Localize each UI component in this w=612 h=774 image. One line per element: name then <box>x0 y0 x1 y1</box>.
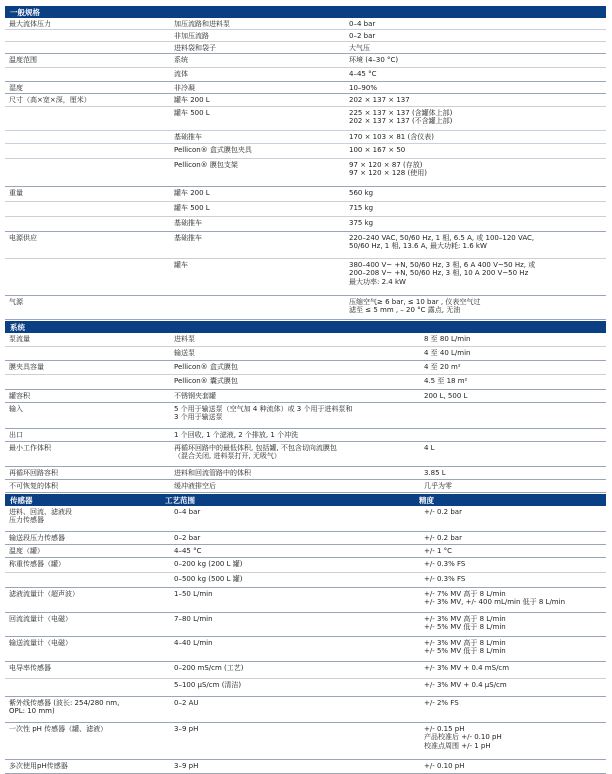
spec-label <box>5 662 170 678</box>
spec-condition <box>170 403 420 428</box>
spec-row <box>5 94 606 107</box>
spec-value <box>420 480 606 492</box>
spec-label <box>5 588 170 612</box>
label-line: 最大流体压力 <box>9 19 51 28</box>
spec-row <box>5 613 606 637</box>
spec-label <box>5 506 170 531</box>
label-line: 泵流量 <box>9 334 30 343</box>
spec-value <box>345 18 606 29</box>
value-line: 4–45 °C <box>349 69 377 78</box>
value-line: 170 × 103 × 81 (含仪表) <box>349 132 434 141</box>
label-line: 最小工作体积 <box>9 443 51 452</box>
spec-value <box>345 202 606 216</box>
spec-row <box>5 361 606 375</box>
spec-value <box>345 159 606 186</box>
value-line: +/- 3% MV + 0.4 µS/cm <box>424 680 507 689</box>
spec-condition <box>170 30 345 41</box>
spec-row <box>5 429 606 442</box>
value-line: 225 × 137 × 137 (含罐体上部) <box>349 108 453 117</box>
spec-label <box>5 259 170 295</box>
spec-label <box>5 375 170 389</box>
spec-row <box>5 82 606 94</box>
spec-label <box>5 429 170 441</box>
spec-row <box>5 259 606 296</box>
value-line: 最大功率: 2.4 kW <box>349 277 406 286</box>
value-line: 4 L <box>424 443 435 452</box>
spec-label <box>5 42 170 53</box>
spec-row <box>5 202 606 217</box>
spec-condition <box>170 361 420 374</box>
value-line: +/- 3% MV, +/- 400 mL/min 低于 8 L/min <box>424 598 566 607</box>
condition-line: 罐车 500 L <box>174 108 210 117</box>
spec-label <box>5 532 170 544</box>
label-line: 气源 <box>9 297 23 306</box>
spec-row <box>5 131 606 144</box>
label-line: 一次性 pH 传感器（罐、滤液） <box>9 724 108 733</box>
spec-condition <box>170 679 420 696</box>
value-line: 100 × 167 × 50 <box>349 145 406 154</box>
condition-line: 缓冲液排空后 <box>174 481 216 490</box>
spec-row <box>5 697 606 723</box>
spec-condition <box>170 107 345 130</box>
spec-value <box>420 390 606 402</box>
condition-line: 7–80 L/min <box>174 614 213 623</box>
spec-row <box>5 573 606 588</box>
spec-row <box>5 662 606 679</box>
spec-label <box>5 107 170 130</box>
spec-condition <box>170 613 420 636</box>
condition-line: 3 个用于输送泵 <box>174 413 223 422</box>
value-line: 200–208 V~ +N, 50/60 Hz, 3 相, 10 A 200 V~50 Hz <box>349 269 529 278</box>
spec-condition <box>170 662 420 678</box>
spec-label <box>5 232 170 258</box>
spec-condition <box>170 375 420 389</box>
value-line: +/- 0.3% FS <box>424 559 466 568</box>
spec-row <box>5 187 606 202</box>
spec-row <box>5 296 606 320</box>
spec-row <box>5 467 606 480</box>
spec-row <box>5 558 606 573</box>
spec-value <box>345 232 606 258</box>
condition-line: 再循环回路中的最低体积, 包括罐, 不包含切向流膜包 <box>174 443 337 452</box>
condition-line: 基础推车 <box>174 218 202 227</box>
spec-value <box>345 68 606 81</box>
spec-label <box>5 390 170 402</box>
spec-condition <box>170 588 420 612</box>
condition-line: 4–45 °C <box>174 546 202 555</box>
spec-condition <box>170 697 420 722</box>
spec-row <box>5 217 606 232</box>
condition-line: Pellicon® 盒式膜包夹具 <box>174 145 252 154</box>
spec-label <box>5 361 170 374</box>
spec-condition <box>170 18 345 29</box>
spec-row <box>5 506 606 532</box>
label-line: 紫外线传感器 (波长: 254/280 nm, <box>9 698 120 707</box>
value-line: 3.85 L <box>424 468 446 477</box>
spec-row <box>5 679 606 697</box>
spec-value <box>345 107 606 130</box>
spec-label <box>5 202 170 216</box>
label-line: 出口 <box>9 430 23 439</box>
spec-value <box>420 679 606 696</box>
condition-line: 0–2 bar <box>174 533 201 542</box>
label-line: 尺寸（高×宽×深，厘米） <box>9 95 91 104</box>
spec-label <box>5 30 170 41</box>
spec-value <box>420 442 606 466</box>
spec-label <box>5 159 170 186</box>
spec-row <box>5 347 606 361</box>
spec-value <box>420 697 606 722</box>
spec-label <box>5 558 170 572</box>
spec-value <box>345 296 606 319</box>
spec-value <box>420 467 606 479</box>
spec-value <box>345 131 606 143</box>
condition-line: 基础推车 <box>174 132 202 141</box>
spec-row <box>5 18 606 30</box>
value-line: +/- 0.2 bar <box>424 507 462 516</box>
value-line: 220–240 VAC, 50/60 Hz, 1 相, 6.5 A, 或 100–120 VAC, <box>349 233 535 242</box>
condition-line: 1–50 L/min <box>174 589 213 598</box>
spec-row <box>5 442 606 467</box>
value-line: 压缩空气≥ 6 bar, ≤ 10 bar , 仪表空气过 <box>349 297 481 306</box>
spec-label <box>5 18 170 29</box>
spec-label <box>5 467 170 479</box>
condition-line: 不锈钢夹套罐 <box>174 391 216 400</box>
spec-value <box>345 187 606 201</box>
condition-line: 罐车 200 L <box>174 95 210 104</box>
label-line: 罐容积 <box>9 391 30 400</box>
spec-row <box>5 723 606 760</box>
spec-row <box>5 375 606 390</box>
condition-line: 基础推车 <box>174 233 202 242</box>
spec-condition <box>170 68 345 81</box>
value-line: +/- 0.2 bar <box>424 533 462 542</box>
spec-value <box>345 30 606 41</box>
label-line: 不可恢复的体积 <box>9 481 58 490</box>
spec-row <box>5 144 606 159</box>
spec-condition <box>170 82 345 93</box>
spec-condition <box>170 573 420 587</box>
value-line: 4 至 20 m² <box>424 362 461 371</box>
condition-line: 4–40 L/min <box>174 638 213 647</box>
section-title: 传感器 <box>10 495 33 505</box>
spec-label <box>5 480 170 492</box>
spec-condition <box>170 467 420 479</box>
spec-label <box>5 545 170 557</box>
spec-value <box>345 217 606 231</box>
condition-line: 加压流路和进料泵 <box>174 19 230 28</box>
spec-condition <box>170 42 345 53</box>
condition-line: Pellicon® 囊式膜包 <box>174 376 238 385</box>
spec-label <box>5 54 170 67</box>
label-line: OPL: 10 mm) <box>9 707 55 716</box>
spec-label <box>5 347 170 360</box>
value-line: 202 × 137 × 137 (不含罐上部) <box>349 117 453 126</box>
spec-value <box>345 144 606 158</box>
spec-label <box>5 403 170 428</box>
label-line: 压力传感器 <box>9 516 44 525</box>
label-line: 输送段压力传感器 <box>9 533 65 542</box>
spec-row <box>5 637 606 662</box>
spec-condition <box>170 442 420 466</box>
value-line: +/- 5% MV 低于 8 L/min <box>424 623 506 632</box>
spec-label <box>5 723 170 759</box>
spec-row <box>5 30 606 42</box>
spec-condition <box>170 480 420 492</box>
value-line: 202 × 137 × 137 <box>349 95 410 104</box>
spec-label <box>5 333 170 346</box>
value-line: +/- 0.3% FS <box>424 574 466 583</box>
value-line: 4.5 至 18 m² <box>424 376 468 385</box>
spec-row <box>5 159 606 187</box>
spec-label <box>5 82 170 93</box>
spec-label <box>5 679 170 696</box>
condition-line: （混合关闭, 进料泵打开, 无吸气） <box>174 452 281 461</box>
spec-label <box>5 697 170 722</box>
label-line: 温度范围 <box>9 55 37 64</box>
label-line: 称重传感器（罐） <box>9 559 65 568</box>
spec-value <box>345 42 606 53</box>
condition-line: 0–200 kg (200 L 罐) <box>174 559 243 568</box>
spec-label <box>5 573 170 587</box>
spec-value <box>345 54 606 67</box>
section-title: 一般规格 <box>10 7 40 17</box>
value-line: +/- 3% MV + 0.4 mS/cm <box>424 663 510 672</box>
spec-condition <box>170 232 345 258</box>
value-line: 环境 (4–30 °C) <box>349 55 399 64</box>
condition-line: 0–500 kg (500 L 罐) <box>174 574 243 583</box>
condition-line: 非冷凝 <box>174 83 195 92</box>
value-line: +/- 7% MV 高于 8 L/min <box>424 589 506 598</box>
spec-value <box>345 82 606 93</box>
spec-row <box>5 588 606 613</box>
spec-value <box>420 361 606 374</box>
condition-line: 3–9 pH <box>174 724 199 733</box>
condition-line: 0–200 mS/cm (工艺) <box>174 663 244 672</box>
value-line: 滤至 ≤ 5 mm , – 20 °C 露点, 无油 <box>349 306 461 315</box>
label-line: 重量 <box>9 188 23 197</box>
spec-label <box>5 68 170 81</box>
spec-row <box>5 54 606 68</box>
label-line: 电源供应 <box>9 233 37 242</box>
spec-label <box>5 131 170 143</box>
condition-line: 0–2 AU <box>174 698 199 707</box>
spec-label <box>5 296 170 319</box>
value-line: +/- 5% MV 低于 8 L/min <box>424 647 506 656</box>
spec-condition <box>170 217 345 231</box>
condition-line: 非加压流路 <box>174 31 209 40</box>
spec-value <box>420 613 606 636</box>
spec-condition <box>170 347 420 360</box>
condition-line: 进料泵 <box>174 334 195 343</box>
spec-row <box>5 545 606 558</box>
spec-value <box>420 545 606 557</box>
spec-condition <box>170 637 420 661</box>
condition-line: 5–100 µS/cm (清洁) <box>174 680 242 689</box>
spec-condition <box>170 558 420 572</box>
condition-line: 0–4 bar <box>174 507 201 516</box>
value-line: 50/60 Hz, 1 相, 13.6 A, 最大功耗: 1.6 kW <box>349 242 487 251</box>
spec-row <box>5 42 606 54</box>
spec-value <box>420 333 606 346</box>
spec-value <box>420 662 606 678</box>
value-line: 产品校准后 +/- 0.10 pH <box>424 733 502 742</box>
label-line: 回流流量计（电磁） <box>9 614 72 623</box>
label-line: 湿度 <box>9 83 23 92</box>
spec-value <box>420 403 606 428</box>
spec-label <box>5 187 170 201</box>
spec-value <box>420 588 606 612</box>
value-line: +/- 3% MV 高于 8 L/min <box>424 614 506 623</box>
condition-line: 进料袋和袋子 <box>174 43 216 52</box>
value-line: 大气压 <box>349 43 370 52</box>
spec-condition <box>170 131 345 143</box>
label-line: 电导率传感器 <box>9 663 51 672</box>
condition-line: 系统 <box>174 55 188 64</box>
spec-condition <box>170 429 420 441</box>
value-line: 4 至 40 L/min <box>424 348 471 357</box>
spec-condition <box>170 333 420 346</box>
condition-line: 输送泵 <box>174 348 195 357</box>
spec-value <box>420 347 606 360</box>
spec-value <box>420 429 606 441</box>
value-line: 200 L, 500 L <box>424 391 468 400</box>
label-line: 滤液流量计（超声波） <box>9 589 79 598</box>
spec-value <box>420 760 606 773</box>
spec-condition <box>170 506 420 531</box>
value-line: 几乎为零 <box>424 481 452 490</box>
condition-line: 1 个回收, 1 个滤液, 2 个排放, 1 个冲洗 <box>174 430 299 439</box>
value-line: 715 kg <box>349 203 374 212</box>
spec-condition <box>170 94 345 106</box>
section-header-sensors <box>5 494 606 506</box>
spec-label <box>5 760 170 773</box>
spec-label <box>5 144 170 158</box>
spec-value <box>420 637 606 661</box>
spec-condition <box>170 159 345 186</box>
spec-condition <box>170 144 345 158</box>
condition-line: Pellicon® 膜包支架 <box>174 160 238 169</box>
spec-condition <box>170 532 420 544</box>
value-line: 97 × 120 × 87 (存放) <box>349 160 423 169</box>
spec-value <box>420 558 606 572</box>
value-line: 380–400 V~ +N, 50/60 Hz, 3 相, 6 A 400 V~50 Hz, 或 <box>349 260 536 269</box>
value-line: 0–2 bar <box>349 31 376 40</box>
spec-label <box>5 94 170 106</box>
spec-row <box>5 480 606 493</box>
spec-value <box>420 375 606 389</box>
label-line: 膜夹具容量 <box>9 362 44 371</box>
spec-condition <box>170 545 420 557</box>
condition-line: 流体 <box>174 69 188 78</box>
spec-row <box>5 107 606 131</box>
label-line: 输入 <box>9 404 23 413</box>
spec-row <box>5 390 606 403</box>
section-title: 系统 <box>10 322 25 332</box>
value-line: 375 kg <box>349 218 374 227</box>
spec-condition <box>170 760 420 773</box>
spec-condition <box>170 187 345 201</box>
value-line: 0–4 bar <box>349 19 376 28</box>
value-line: +/- 1 °C <box>424 546 453 555</box>
spec-condition <box>170 202 345 216</box>
spec-row <box>5 403 606 429</box>
condition-line: 5 个用于输送泵（空气加 4 种流体）或 3 个用于进料泵和 <box>174 404 353 413</box>
condition-line: 罐车 <box>174 260 188 269</box>
spec-row <box>5 760 606 774</box>
spec-condition <box>170 723 420 759</box>
spec-table <box>5 6 606 774</box>
spec-row <box>5 68 606 82</box>
spec-value <box>420 506 606 531</box>
spec-condition <box>170 54 345 67</box>
spec-row <box>5 333 606 347</box>
label-line: 多次使用pH传感器 <box>9 761 68 770</box>
label-line: 进料、回流、滤液段 <box>9 507 72 516</box>
spec-value <box>420 532 606 544</box>
condition-line: 罐车 200 L <box>174 188 210 197</box>
section-header-system <box>5 321 606 333</box>
spec-row <box>5 532 606 545</box>
condition-line: 3–9 pH <box>174 761 199 770</box>
section-header-general <box>5 6 606 18</box>
value-line: +/- 2% FS <box>424 698 459 707</box>
label-line: 再循环回路容积 <box>9 468 58 477</box>
value-line: 97 × 120 × 128 (使用) <box>349 169 427 178</box>
spec-label <box>5 613 170 636</box>
value-line: +/- 0.10 pH <box>424 761 465 770</box>
column-header-range: 工艺范围 <box>165 495 195 505</box>
spec-condition <box>170 259 345 295</box>
label-line: 温度（罐） <box>9 546 44 555</box>
value-line: 560 kg <box>349 188 374 197</box>
spec-condition <box>170 296 345 319</box>
value-line: +/- 3% MV 高于 8 L/min <box>424 638 506 647</box>
spec-value <box>345 259 606 295</box>
spec-condition <box>170 390 420 402</box>
spec-label <box>5 442 170 466</box>
spec-row <box>5 232 606 259</box>
column-header-accuracy: 精度 <box>419 495 434 505</box>
value-line: 8 至 80 L/min <box>424 334 471 343</box>
value-line: 10–90% <box>349 83 377 92</box>
spec-label <box>5 637 170 661</box>
spec-label <box>5 217 170 231</box>
condition-line: Pellicon® 盒式膜包 <box>174 362 238 371</box>
spec-value <box>420 573 606 587</box>
value-line: 校准点周围 +/- 1 pH <box>424 741 491 750</box>
spec-value <box>420 723 606 759</box>
spec-value <box>345 94 606 106</box>
condition-line: 进料和回流管路中的体积 <box>174 468 251 477</box>
label-line: 输送流量计（电磁） <box>9 638 72 647</box>
value-line: +/- 0.15 pH <box>424 724 465 733</box>
condition-line: 罐车 500 L <box>174 203 210 212</box>
